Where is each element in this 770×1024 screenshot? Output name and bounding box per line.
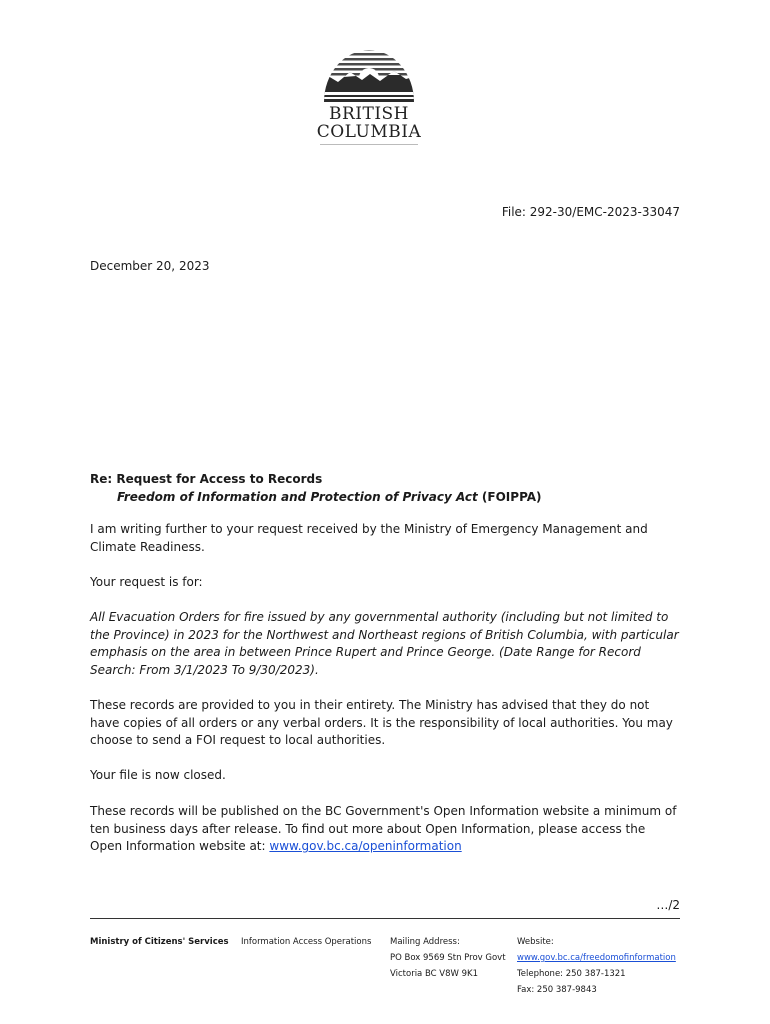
telephone: Telephone: 250 387-1321 bbox=[517, 969, 626, 979]
mailing-label: Mailing Address: bbox=[390, 937, 460, 947]
footer-mailing-address bbox=[390, 934, 506, 982]
logo-wordmark-columbia: COLUMBIA bbox=[316, 122, 422, 142]
subject-line: Re: Request for Access to Records bbox=[90, 472, 323, 486]
open-information-link[interactable]: www.gov.bc.ca/openinformation bbox=[269, 839, 462, 853]
bc-logo bbox=[314, 44, 424, 150]
footer-branch: Information Access Operations bbox=[241, 937, 372, 947]
footer-divider bbox=[90, 918, 680, 919]
file-reference: File: 292-30/EMC-2023-33047 bbox=[501, 205, 680, 219]
website-label: Website: bbox=[517, 937, 554, 947]
website-link[interactable]: www.gov.bc.ca/freedomofinformation bbox=[517, 953, 676, 963]
paragraph-file-closed: Your file is now closed. bbox=[90, 768, 226, 782]
paragraph-open-information bbox=[90, 803, 680, 856]
bc-sun-mountains-emblem bbox=[314, 44, 424, 104]
mailing-line-1: PO Box 9569 Stn Prov Govt bbox=[390, 953, 506, 963]
subject-block bbox=[90, 470, 542, 506]
paragraph-request-text: All Evacuation Orders for fire issued by any governmental authority (including but not limited to the Province) in 2023 for the Northwest and Northeast regions of British Columbia, with particular emphasis on the area in between Prince Rupert and Prince George. (Date Range for Record Search: From 3/1/2023 To 9/30/2023). bbox=[90, 610, 679, 677]
act-name: Freedom of Information and Protection of Privacy Act bbox=[117, 490, 478, 504]
logo-underline bbox=[320, 144, 418, 145]
paragraph-request-label: Your request is for: bbox=[90, 575, 203, 589]
act-line bbox=[90, 488, 542, 506]
letter-date: December 20, 2023 bbox=[90, 259, 210, 273]
logo-wordmark-british: BRITISH bbox=[328, 104, 410, 124]
footer-ministry: Ministry of Citizens' Services bbox=[90, 937, 229, 947]
footer-contact bbox=[517, 934, 676, 998]
open-information-text: These records will be published on the BC Government's Open Information website a minimum of ten business days after release. To find out more about Open Information, please access the Open Information website at: bbox=[90, 804, 677, 853]
fax: Fax: 250 387-9843 bbox=[517, 985, 597, 995]
act-abbreviation: (FOIPPA) bbox=[477, 490, 542, 504]
paragraph-records-provided: These records are provided to you in their entirety. The Ministry has advised that they do not have copies of all orders or any verbal orders. It is the responsibility of local authorities. You may choose to send a FOI request to local authorities. bbox=[90, 698, 673, 747]
paragraph-intro: I am writing further to your request received by the Ministry of Emergency Management and Climate Readiness. bbox=[90, 522, 648, 554]
page-continuation: …/2 bbox=[656, 898, 680, 912]
mailing-line-2: Victoria BC V8W 9K1 bbox=[390, 969, 479, 979]
